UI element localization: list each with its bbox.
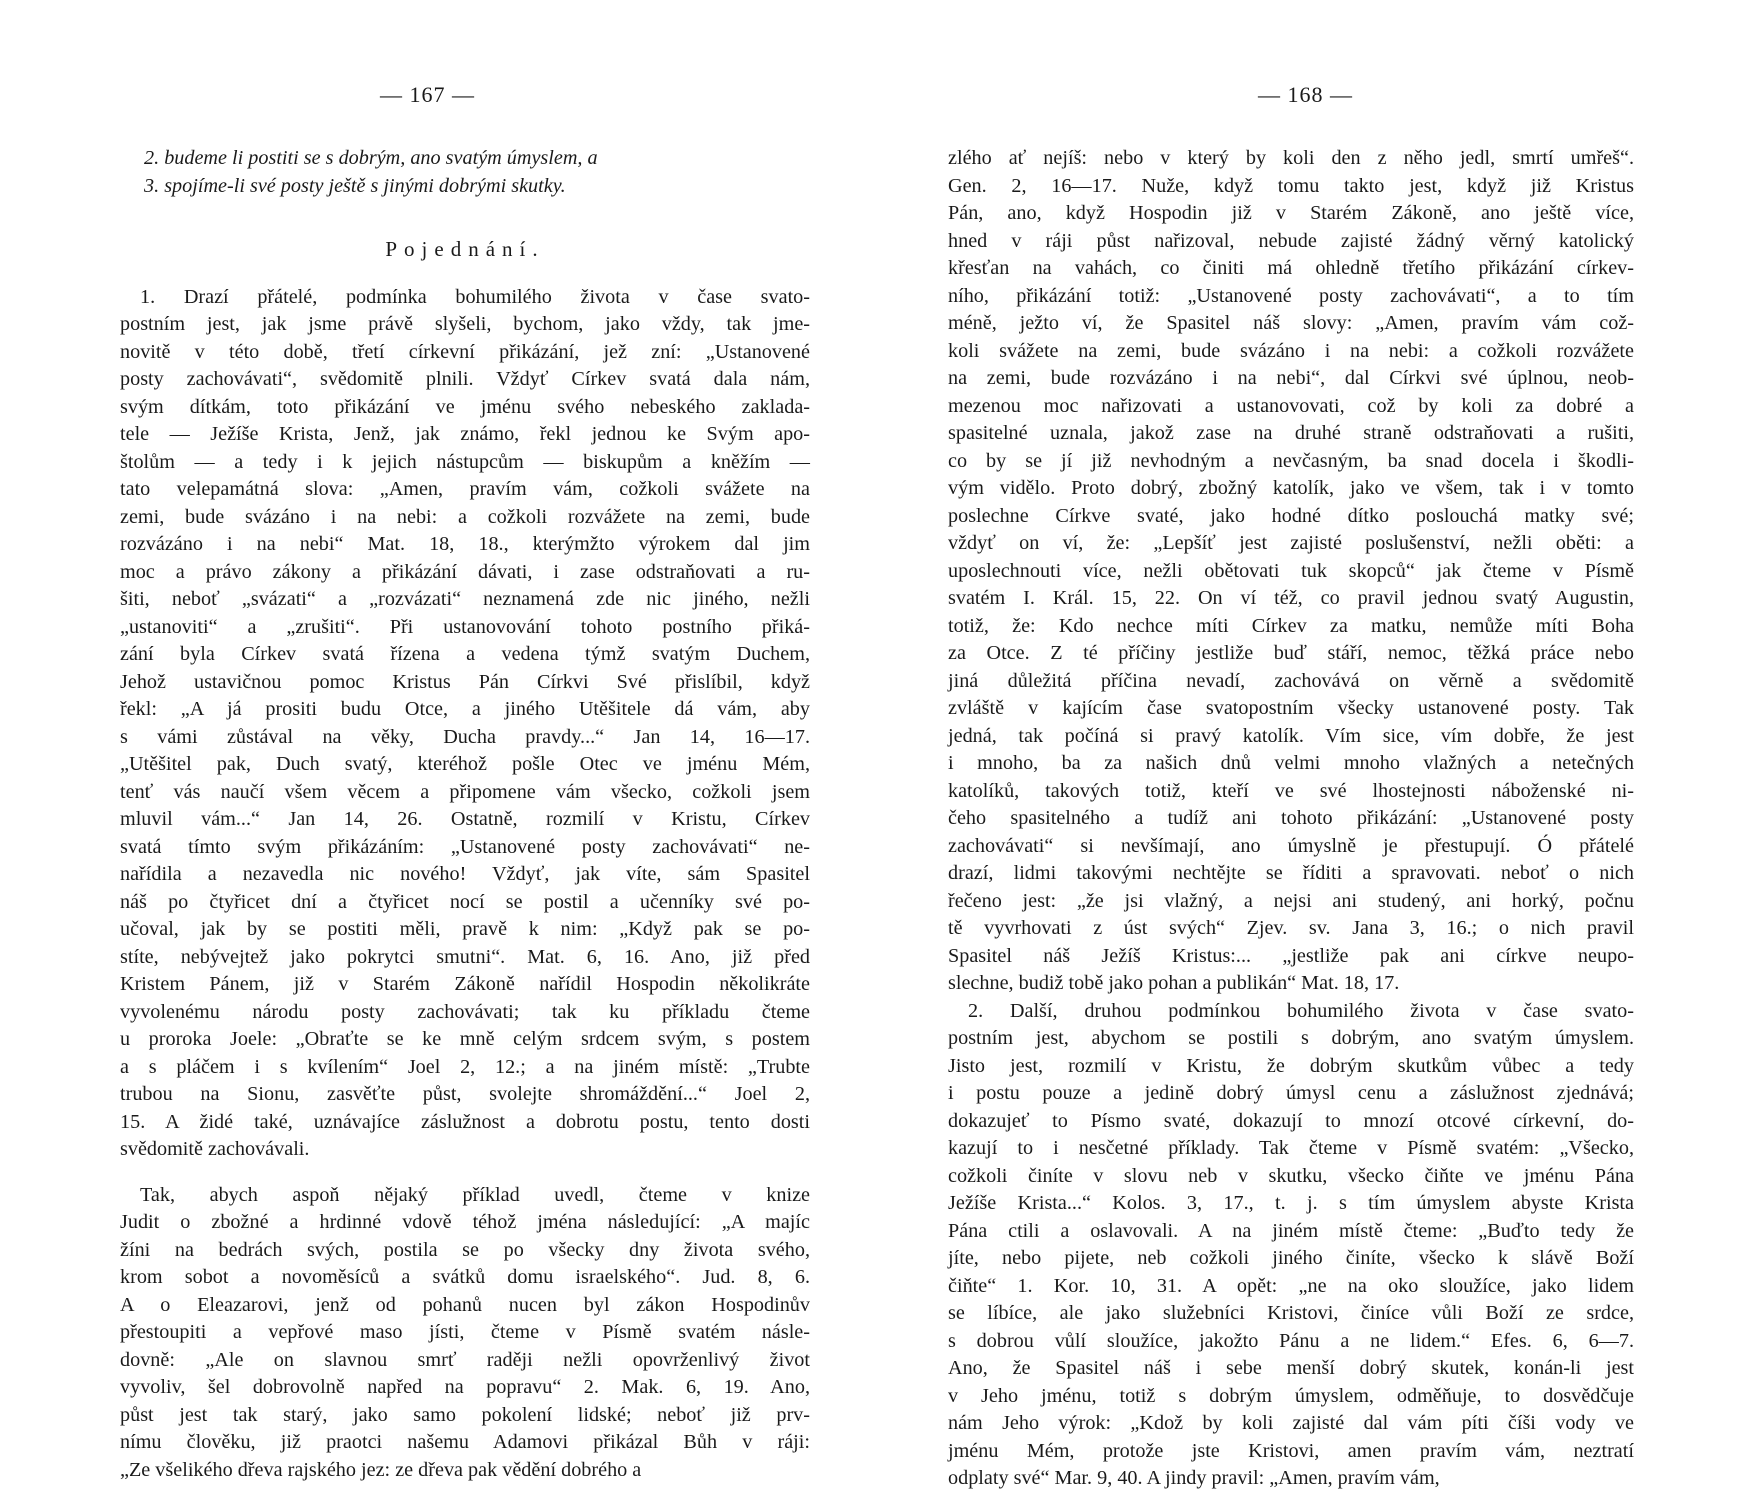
text-line: poslechne Církve svaté, jako hodné dítko poslouchá matky své; — [948, 504, 1634, 527]
text-line: Gen. 2, 16—17. Nuže, když tomu takto jest, když již Kristus — [948, 174, 1634, 197]
text-line: tě vyvrhovati z úst svých“ Zjev. sv. Jana 3, 16.; o nich pravil — [948, 917, 1634, 939]
text-line: Jehož ustavičnou pomoc Kristus Pán Církvi Své přislíbil, když — [120, 670, 810, 693]
text-line: spasitelné uznala, jakož zase na druhé straně odstraňovati a rušiti, — [948, 422, 1634, 444]
text-line: jíte, nebo pijete, neb cožkoli jiného činíte, všecko k slávě Boží — [948, 1247, 1634, 1269]
text-line: zání byla Církev svatá řízena a vedena týmž svatým Duchem, — [120, 643, 810, 665]
text-line: Ježíše Krista...“ Kolos. 3, 17., t. j. s tím úmyslem abyste Krista — [948, 1192, 1634, 1214]
text-line: hned v ráji půst nařizoval, nebude zajisté žádný věrný katolický — [948, 229, 1634, 252]
text-line: v Jeho jménu, totiž s dobrým úmyslem, odměňuje, to dosvědčuje — [948, 1384, 1634, 1407]
text-line: koli svážete na zemi, bude svázáno i na nebi: a cožkoli rozvážete — [948, 339, 1634, 362]
text-line: štolům — a tedy i k jejich nástupcům — biskupům a kněžím — — [120, 450, 810, 473]
text-line: stíte, nebývejtež jako pokrytci smutni“. Mat. 6, 16. Ano, již před — [120, 945, 810, 968]
text-line: krom sobot a novoměsíců a svátků domu israelského“. Jud. 8, 6. — [120, 1266, 810, 1288]
paragraph — [948, 998, 1634, 1493]
text-line: za Otce. Z té příčiny jestliže buď stáří, nemoc, těžká práce nebo — [948, 642, 1634, 664]
text-line: mezenou moc nařizovati a ustanovovati, což by koli za dobré a — [948, 394, 1634, 417]
text-line: s dobrou vůlí sloužíce, jakožto Pánu a ne lidem.“ Efes. 6, 6—7. — [948, 1329, 1634, 1352]
text-line: A o Eleazarovi, jenž od pohanů nucen byl zákon Hospodinův — [120, 1293, 810, 1316]
text-line: mluvil vám...“ Jan 14, 26. Ostatně, rozmilí v Kristu, Církev — [120, 808, 810, 830]
paragraph — [948, 145, 1634, 998]
text-line: náš po čtyřicet dní a čtyřicet nocí se postil a učenníky své po- — [120, 890, 810, 913]
text-line: dovně: „Ale on slavnou smrť raději nežli opovrženlivý život — [120, 1348, 810, 1371]
text-line: tenť vás naučí všem věcem a připomene vám všecko, cožkoli jsem — [120, 780, 810, 803]
text-line: „ustanoviti“ a „zrušiti“. Při ustanovování tohoto postního přiká- — [120, 615, 810, 638]
text-line: postním jest, jak jsme právě slyšeli, bychom, jako vždy, tak jme- — [120, 313, 810, 335]
text-line: vždyť on ví, že: „Lepšíť jest zajisté poslušenství, nežli oběti: a — [948, 532, 1634, 554]
text-line: svatém I. Král. 15, 22. On ví též, co pravil jednou svatý Augustin, — [948, 587, 1634, 609]
text-line: a s pláčem i s kvílením“ Joel 2, 12.; a na jiném místě: „Trubte — [120, 1055, 810, 1078]
text-line: jedná, tak počíná si pravý katolík. Vím sice, vím dobře, že jest — [948, 724, 1634, 747]
text-line: totiž, že: Kdo nechce míti Církev za matku, nemůže míti Boha — [948, 614, 1634, 637]
text-line: u proroka Joele: „Obraťte se ke mně celým srdcem svým, s postem — [120, 1028, 810, 1050]
text-line: svatá tímto svým přikázáním: „Ustanovené posty zachovávati“ ne- — [120, 835, 810, 858]
left-text-column — [120, 145, 810, 1484]
text-line: co by se jí již nevhodným a nevčasným, ba snad docela i škodli- — [948, 449, 1634, 472]
text-line: 15. A židé také, uznávajíce záslužnost a dobrotu postu, tento dosti — [120, 1110, 810, 1133]
text-line: půst jest tak starý, jako samo pokolení lidské; neboť již prv- — [120, 1403, 810, 1426]
intro-line: 2. budeme li postiti se s dobrým, ano svatým úmyslem, a — [144, 147, 598, 169]
text-line: posty zachovávati“, svědomitě plnili. Vždyť Církev svatá dala nám, — [120, 368, 810, 390]
text-line: uposlechnouti více, nežli obětovati tuk skopců“ jak čteme v Písmě — [948, 559, 1634, 582]
text-line: Pána ctili a oslavovali. A na jiném místě čteme: „Buďto tedy že — [948, 1219, 1634, 1242]
text-line: čeho spasitelného a tudíž ani tohoto přikázání: „Ustanovené posty — [948, 807, 1634, 829]
text-line: cožkoli činíte v slovu neb v skutku, všecko čiňte ve jménu Pána — [948, 1164, 1634, 1187]
text-line: řekl: „A já prositi budu Otce, a jiného Utěšitele dá vám, aby — [120, 698, 810, 720]
text-line: křesťan na vahách, co činiti má ohledně třetího přikázání církev- — [948, 257, 1634, 279]
text-line: Kristem Pánem, již v Starém Zákoně nařídil Hospodin několikráte — [120, 973, 810, 995]
text-line: přestoupiti a vepřové maso jísti, čteme v Písmě svatém násle- — [120, 1321, 810, 1343]
right-text-column — [948, 145, 1634, 1493]
text-line: „Ze všelikého dřeva rajského jez: ze dřeva pak vědění dobrého a — [120, 1458, 642, 1481]
text-line: nám Jeho výrok: „Kdož by koli zajisté dal vám píti číši vody ve — [948, 1412, 1634, 1434]
text-line: „Utěšitel pak, Duch svatý, kteréhož pošle Otec ve jménu Mém, — [120, 753, 810, 775]
text-line: zlého ať nejíš: nebo v který by koli den z něho jedl, smrtí umřeš“. — [948, 147, 1634, 169]
text-line: Ano, že Spasitel náš i sebe menší dobrý skutek, konán-li jest — [948, 1357, 1634, 1379]
text-line: řečeno jest: „že jsi vlažný, a nejsi ani studený, ani horký, počnu — [948, 889, 1634, 912]
text-line: Spasitel náš Ježíš Kristus:... „jestliže pak ani církve neupo- — [948, 944, 1634, 967]
section-heading: Pojednání. — [385, 237, 545, 261]
intro-list — [120, 145, 810, 200]
text-line: i postu pouze a jedině dobrý úmysl cenu a záslužnost zjednává; — [948, 1082, 1634, 1104]
text-line: nařídila a nezavedla nic nového! Vždyť, jak víte, sám Spasitel — [120, 863, 810, 885]
text-line: dokazujeť to Písmo svaté, dokazují to mnozí otcové církevní, do- — [948, 1109, 1634, 1132]
text-line: žíni na bedrách svých, postila se po všecky dny života svého, — [120, 1238, 810, 1261]
text-line: kazují to i nesčetné příklady. Tak čteme v Písmě svatém: „Všecko, — [948, 1137, 1634, 1159]
text-line: vým vidělo. Proto dobrý, zbožný katolík, jako ve všem, tak i v tomto — [948, 477, 1634, 499]
text-line: na zemi, bude rozvázáno i na nebi“, dal Církvi své úplnou, neob- — [948, 367, 1634, 389]
text-line: zvláště v kajícím čase svatopostním všecky ustanovené posty. Tak — [948, 697, 1634, 719]
text-line: odplaty své“ Mar. 9, 40. A jindy pravil: „Amen, pravím vám, — [948, 1467, 1440, 1489]
text-line: se líbíce, ale jako služebníci Kristovi, činíce vůli Boží ze srdce, — [948, 1302, 1634, 1324]
text-line: Jisto jest, rozmilí v Kristu, že dobrým skutkům vůbec a tedy — [948, 1054, 1634, 1077]
text-line: méně, ježto ví, že Spasitel náš slovy: „Amen, pravím vám což- — [948, 312, 1634, 334]
text-line: katolíků, takových totiž, kteří ve své lhostejnosti náboženské ni- — [948, 779, 1634, 802]
text-line: novitě v této době, třetí církevní přikázání, jež zní: „Ustanovené — [120, 340, 810, 363]
text-line: svědomitě zachovávali. — [120, 1138, 310, 1160]
paragraph — [120, 1182, 810, 1485]
text-line: zemi, bude svázáno i na nebi: a cožkoli rozvážete na zemi, bude — [120, 505, 810, 528]
text-line: moc a právo zákony a přikázání dávati, i zase odstraňovati a ru- — [120, 560, 810, 583]
text-line: s vámi zůstával na věky, Ducha pravdy...“ Jan 14, 16—17. — [120, 725, 810, 748]
text-line: Tak, abych aspoň nějaký příklad uvedl, čteme v knize — [140, 1183, 810, 1206]
right-page — [900, 0, 1742, 1500]
text-line: jiná důležitá příčina nevadí, zachovává on věrně a svědomitě — [948, 669, 1634, 692]
text-line: ního, přikázání totiž: „Ustanovené posty zachovávati“, a to tím — [948, 284, 1634, 307]
text-line: rozvázáno i na nebi“ Mat. 18, 18., kterýmžto výrokem dal jim — [120, 533, 810, 555]
text-line: šiti, neboť „svázati“ a „rozvázati“ neznamená zde nic jiného, nežli — [120, 588, 810, 610]
text-line: Judit o zbožné a hrdinné vdově téhož jména následující: „A majíc — [120, 1211, 810, 1233]
text-line: jménu Mém, protože jste Kristovi, amen pravím vám, neztratí — [948, 1439, 1634, 1462]
text-line: tele — Ježíše Krista, Jenž, jak známo, řekl jednou ke Svým apo- — [120, 423, 810, 445]
text-line: zachovávati“ si nevšímají, ano úmyslně je přestupují. Ó přátelé — [948, 834, 1634, 857]
text-line: čiňte“ 1. Kor. 10, 31. A opět: „ne na oko sloužíce, jako lidem — [948, 1274, 1634, 1297]
text-line: vyvoliv, šel dobrovolně napřed na popravu“ 2. Mak. 6, 19. Ano, — [120, 1376, 810, 1398]
text-line: 1. Drazí přátelé, podmínka bohumilého života v čase svato- — [140, 285, 810, 308]
page-number: — 167 — — [380, 82, 475, 107]
text-line: nímu člověku, již praotci našemu Adamovi přikázal Bůh v ráji: — [120, 1431, 810, 1453]
paragraph — [120, 284, 810, 1164]
text-line: postním jest, abychom se postili s dobrým, ano svatým úmyslem. — [948, 1027, 1634, 1049]
intro-line: 3. spojíme-li své posty ještě s jinými dobrými skutky. — [144, 174, 566, 197]
text-line: tato velepamátná slova: „Amen, pravím vám, cožkoli svážete na — [120, 478, 810, 500]
text-line: slechne, budiž tobě jako pohan a publikán“ Mat. 18, 17. — [948, 972, 1400, 994]
text-line: trubou na Sionu, zasvěťte půst, svolejte shromáždění...“ Joel 2, — [120, 1083, 810, 1105]
text-line: svým dítkám, toto přikázání ve jménu svého nebeského zaklada- — [120, 395, 810, 418]
text-line: drazí, lidmi takovými nechtějte se říditi a spravovati. neboť o nich — [948, 862, 1634, 884]
text-line: Pán, ano, když Hospodin již v Starém Zákoně, ano ještě více, — [948, 202, 1634, 224]
text-line: vyvolenému národu posty zachovávati; tak ku příkladu čteme — [120, 1000, 810, 1023]
text-line: 2. Další, druhou podmínkou bohumilého života v čase svato- — [968, 999, 1634, 1022]
text-line: i mnoho, ba za našich dnů velmi mnoho vlažných a netečných — [948, 752, 1634, 774]
page-number: — 168 — — [1258, 82, 1353, 107]
text-line: učoval, jak by se postiti měli, pravě k nim: „Když pak se po- — [120, 918, 810, 940]
